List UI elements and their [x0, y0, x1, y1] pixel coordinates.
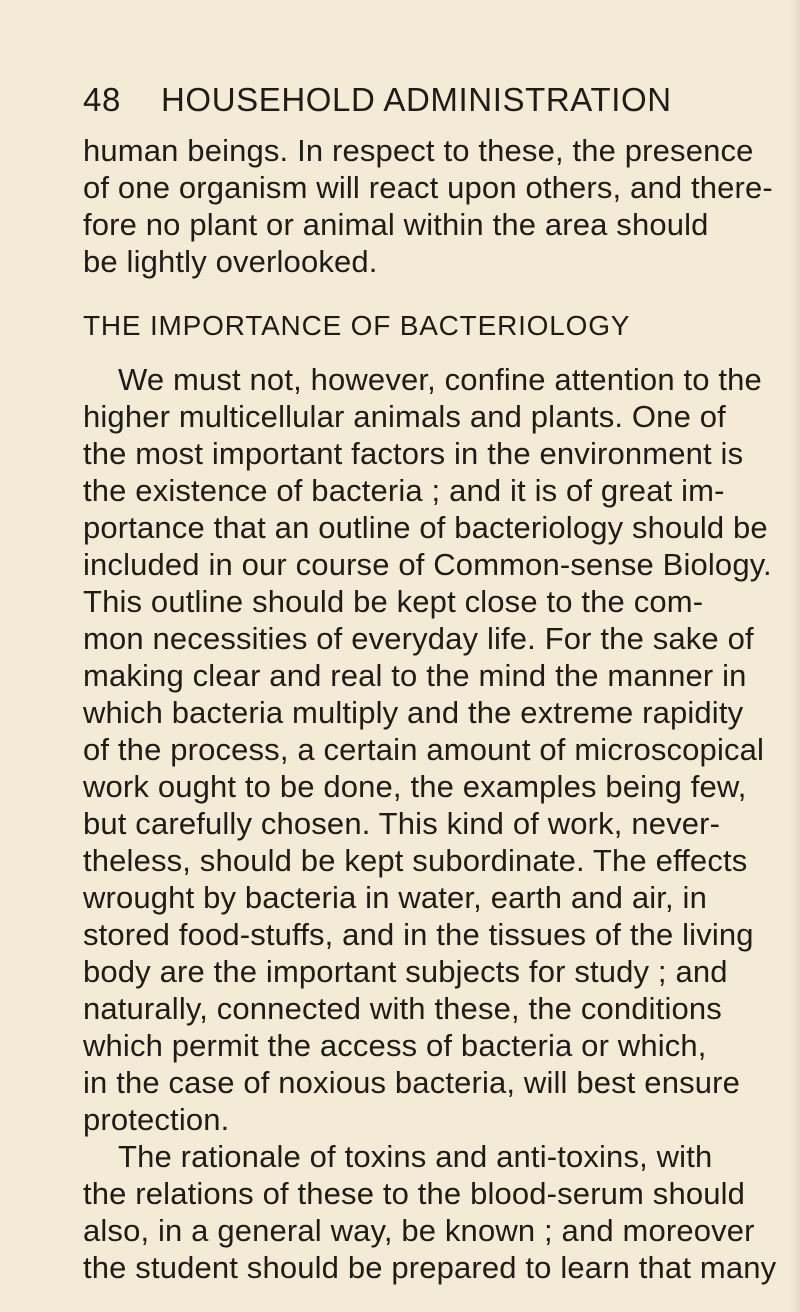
intro-line: be lightly overlooked.: [83, 244, 378, 279]
body-line: the existence of bacteria ; and it is of great im-: [83, 473, 725, 508]
body-line: naturally, connected with these, the conditions: [83, 991, 722, 1026]
body-line: also, in a general way, be known ; and moreover: [83, 1213, 755, 1248]
intro-line: of one organism will react upon others, and there-: [83, 170, 773, 205]
intro-line: human beings. In respect to these, the presence: [83, 133, 754, 168]
paragraph-first-line: We must not, however, confine attention to the: [118, 362, 762, 397]
body-line: wrought by bacteria in water, earth and air, in: [83, 880, 707, 915]
section-heading: THE IMPORTANCE OF BACTERIOLOGY: [83, 310, 631, 341]
body-line: the most important factors in the environment is: [83, 436, 744, 471]
page-number: 48: [83, 81, 121, 118]
running-title: HOUSEHOLD ADMINISTRATION: [161, 81, 672, 118]
paragraph-first-line: The rationale of toxins and anti-toxins, with: [118, 1139, 713, 1174]
running-header: [83, 81, 743, 121]
body-line: theless, should be kept subordinate. The effects: [83, 843, 748, 878]
body-line: the student should be prepared to learn that many: [83, 1250, 777, 1285]
body-line: the relations of these to the blood-serum should: [83, 1176, 746, 1211]
body-line: portance that an outline of bacteriology should be: [83, 510, 768, 545]
body-line: work ought to be done, the examples being few,: [83, 769, 747, 804]
body-line: which permit the access of bacteria or which,: [83, 1028, 707, 1063]
body-line: higher multicellular animals and plants. One of: [83, 399, 726, 434]
body-line: body are the important subjects for study ; and: [83, 954, 728, 989]
body-line: This outline should be kept close to the com-: [83, 584, 704, 619]
body-line: but carefully chosen. This kind of work, never-: [83, 806, 721, 841]
body-line: in the case of noxious bacteria, will best ensure: [83, 1065, 740, 1100]
body-line: included in our course of Common-sense Biology.: [83, 547, 772, 582]
body-line: stored food-stuffs, and in the tissues of the living: [83, 917, 754, 952]
intro-line: fore no plant or animal within the area should: [83, 207, 709, 242]
body-line: protection.: [83, 1102, 230, 1137]
body-line: of the process, a certain amount of microscopical: [83, 732, 765, 767]
body-line: which bacteria multiply and the extreme rapidity: [83, 695, 744, 730]
body-line: making clear and real to the mind the manner in: [83, 658, 747, 693]
body-line: mon necessities of everyday life. For the sake of: [83, 621, 754, 656]
